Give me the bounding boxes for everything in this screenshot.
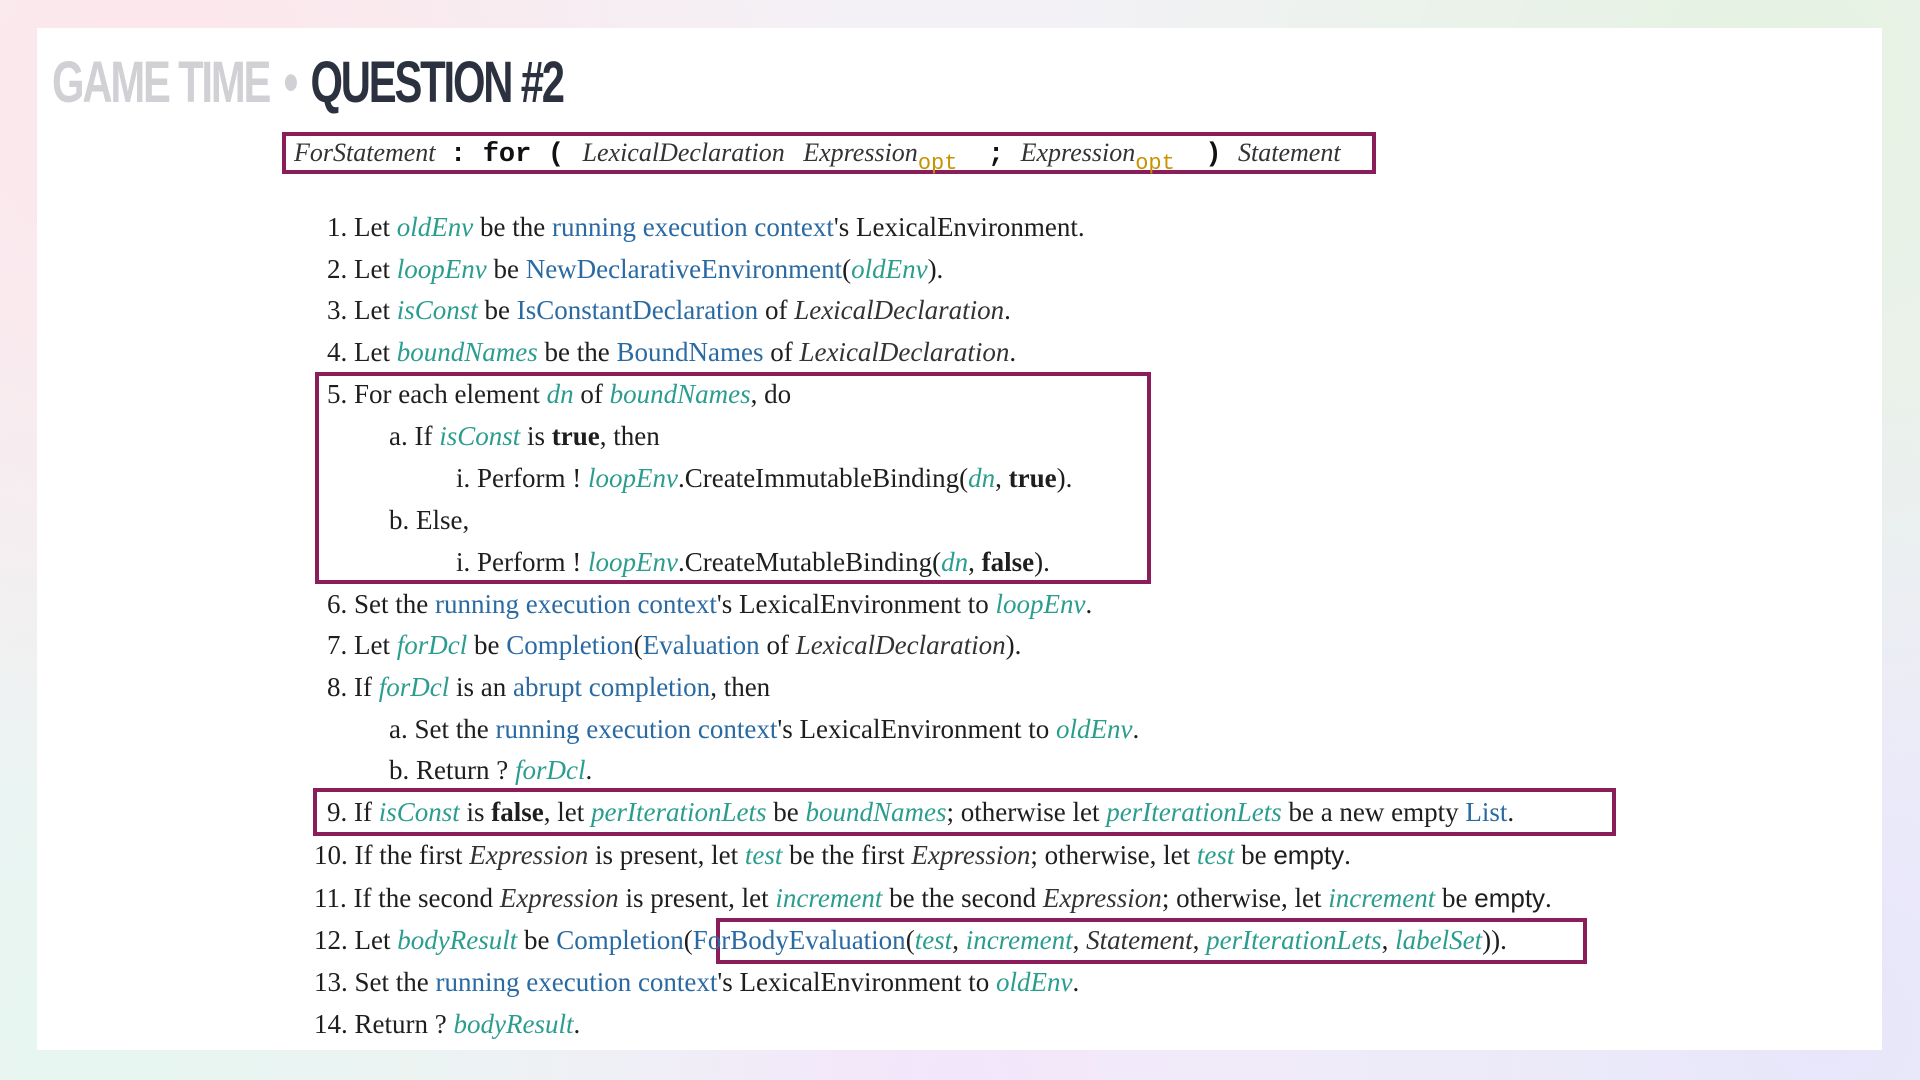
grammar-rparen: ) (1205, 140, 1222, 170)
grammar-expression-2: Expression (1020, 138, 1136, 167)
link-completion[interactable]: Completion (506, 630, 634, 660)
step-7: 7. Let forDcl be Completion(Evaluation of LexicalDeclaration). (327, 630, 1022, 660)
step-8a: a. Set the running execution context's LexicalEnvironment to oldEnv. (389, 714, 1140, 744)
step-8: 8. If forDcl is an abrupt completion, then (327, 672, 771, 702)
step-11: 11. If the second Expression is present, let increment be the second Expression; otherwise, let increment be empty. (314, 883, 1552, 913)
step-8b: b. Return ? forDcl. (389, 755, 593, 785)
link-running-execution-context[interactable]: running execution context (551, 212, 834, 242)
step-3: 3. Let isConst be IsConstantDeclaration of LexicalDeclaration. (327, 295, 1011, 325)
step-5b: b. Else, (389, 505, 470, 535)
title-game-time: GAME TIME (52, 50, 270, 115)
title-separator: • (283, 50, 297, 115)
link-for-body-evaluation[interactable]: ForBodyEvaluation (692, 925, 906, 955)
link-running-execution-context[interactable]: running execution context (435, 589, 717, 619)
grammar-for-keyword: for (482, 140, 532, 170)
grammar-expression-1: Expression (803, 138, 918, 167)
step-9: 9. If isConst is false, let perIterationLets be boundNames; otherwise let perIterationLets be a new empty List. (327, 797, 1515, 827)
step-1: 1. Let oldEnv be the running execution context's LexicalEnvironment. (327, 212, 1085, 242)
link-running-execution-context[interactable]: running execution context (495, 714, 778, 744)
link-abrupt-completion[interactable]: abrupt completion (512, 672, 711, 702)
link-completion[interactable]: Completion (556, 925, 684, 955)
grammar-statement: Statement (1238, 138, 1341, 167)
page-title (52, 48, 563, 118)
grammar-opt-2: opt (1135, 151, 1175, 176)
step-4: 4. Let boundNames be the BoundNames of LexicalDeclaration. (327, 337, 1017, 367)
link-list[interactable]: List (1465, 797, 1508, 827)
grammar-lparen: ( (547, 140, 565, 170)
grammar-production (282, 132, 1376, 174)
step-5b-i: i. Perform ! loopEnv.CreateMutableBinding(dn, false). (456, 547, 1050, 577)
link-running-execution-context[interactable]: running execution context (435, 967, 718, 997)
step-5: 5. For each element dn of boundNames, do (327, 379, 792, 409)
link-is-constant-declaration[interactable]: IsConstantDeclaration (516, 295, 759, 325)
grammar-lexical-declaration: LexicalDeclaration (582, 138, 785, 167)
link-evaluation[interactable]: Evaluation (642, 630, 760, 660)
grammar-nonterminal: ForStatement (294, 138, 436, 167)
link-bound-names[interactable]: BoundNames (616, 337, 764, 367)
step-13: 13. Set the running execution context's LexicalEnvironment to oldEnv. (314, 967, 1080, 997)
step-10: 10. If the first Expression is present, let test be the first Expression; otherwise, let test be empty. (314, 840, 1351, 870)
step-5a: a. If isConst is true, then (389, 421, 660, 451)
step-5a-i: i. Perform ! loopEnv.CreateImmutableBinding(dn, true). (456, 463, 1073, 493)
step-6: 6. Set the running execution context's LexicalEnvironment to loopEnv. (327, 589, 1093, 619)
grammar-colon: : (450, 140, 467, 170)
grammar-opt-1: opt (917, 151, 958, 176)
step-14: 14. Return ? bodyResult. (314, 1009, 581, 1039)
step-2: 2. Let loopEnv be NewDeclarativeEnvironment(oldEnv). (327, 254, 944, 284)
grammar-semicolon: ; (987, 140, 1005, 170)
title-question: QUESTION #2 (310, 50, 563, 115)
step-12: 12. Let bodyResult be Completion(ForBodyEvaluation(test, increment, Statement, perIterationLets, labelSet)). (314, 925, 1507, 955)
link-new-declarative-environment[interactable]: NewDeclarativeEnvironment (525, 254, 843, 284)
